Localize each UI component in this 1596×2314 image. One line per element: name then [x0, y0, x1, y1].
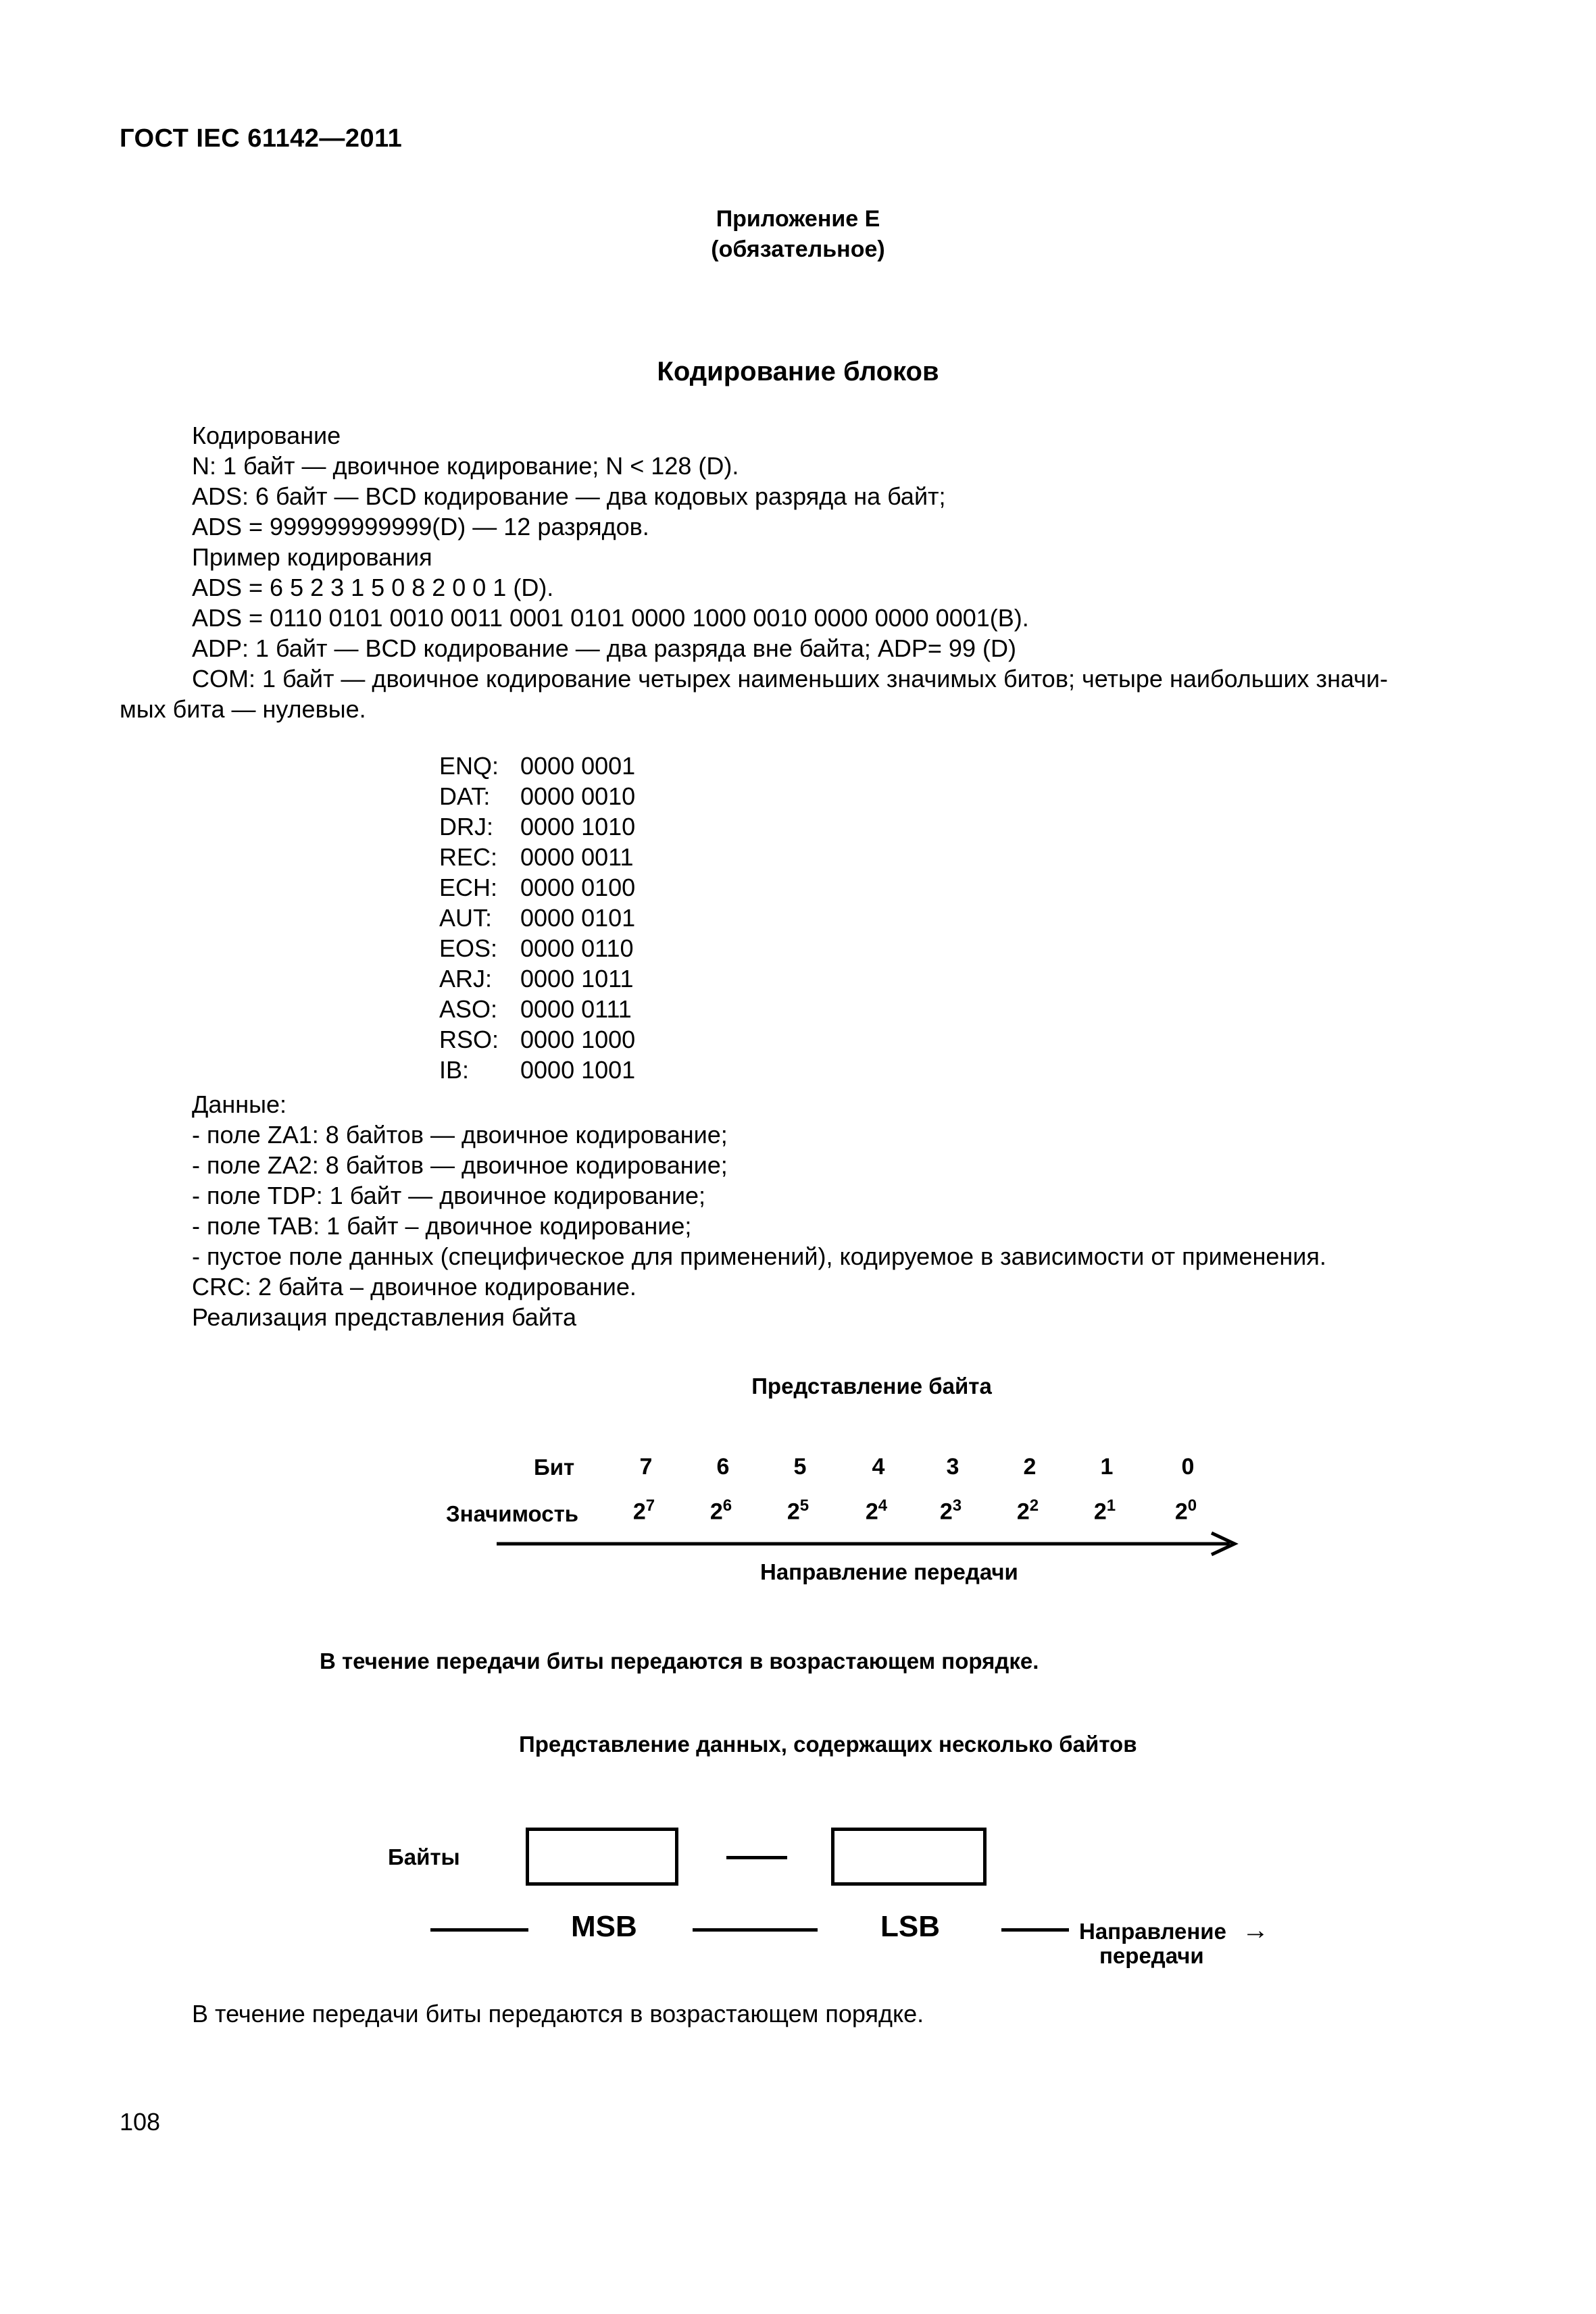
bit-weight: [1162, 1496, 1210, 1525]
code-value: 0000 0111: [520, 995, 632, 1023]
code-value: 0000 1010: [520, 813, 636, 840]
body-line: ADP: 1 байт — BCD кодирование — два разряда вне байта; ADP= 99 (D): [192, 634, 1016, 662]
power-exponent: 6: [722, 1496, 732, 1515]
bit-number: 1: [1100, 1454, 1114, 1480]
arrow-right-icon: →: [1242, 1915, 1270, 1945]
appendix-title: Приложение Е: [716, 206, 880, 232]
code-row: [439, 752, 723, 782]
code-name: ENQ:: [439, 752, 499, 780]
bytes-label: Байты: [388, 1844, 460, 1869]
power-base: 2: [1174, 1499, 1188, 1525]
code-name: IB:: [439, 1056, 470, 1084]
code-row: [439, 813, 723, 843]
code-value: 0000 0010: [520, 782, 636, 810]
code-name: ECH:: [439, 874, 498, 901]
byte-connector: [726, 1856, 787, 1859]
bit-number: 7: [639, 1454, 653, 1480]
data-line: - поле TAB: 1 байт – двоичное кодирование;: [192, 1212, 692, 1240]
direction-label-2: передачи: [1099, 1943, 1204, 1968]
command-codes-list: [439, 752, 723, 1086]
bit-number: 6: [716, 1454, 730, 1480]
bit-weight: [774, 1496, 822, 1525]
code-row: [439, 934, 723, 965]
page-number: 108: [120, 2108, 161, 2136]
code-row: [439, 965, 723, 995]
power-base: 2: [1016, 1499, 1030, 1525]
direction-label: Направление передачи: [760, 1559, 1018, 1584]
power-base: 2: [632, 1499, 646, 1525]
data-line: Реализация представления байта: [192, 1303, 577, 1331]
code-value: 0000 0001: [520, 752, 636, 780]
power-base: 2: [939, 1499, 953, 1525]
multibyte-diagram-title: Представление данных, содержащих несколько байтов: [519, 1732, 1137, 1757]
data-line: Данные:: [192, 1090, 287, 1118]
power-exponent: 5: [799, 1496, 809, 1515]
document-header: ГОСТ IEC 61142—2011: [120, 124, 403, 153]
bold-note: В течение передачи биты передаются в возрастающем порядке.: [320, 1649, 1039, 1674]
bit-weight: [927, 1496, 974, 1525]
code-row: [439, 843, 723, 874]
code-row: [439, 874, 723, 904]
com-line: COM: 1 байт — двоичное кодирование четырех наименьших значимых битов; четыре наибольших значи-: [192, 665, 1389, 693]
sequence-line: [430, 1928, 528, 1932]
data-line: - поле ZA1: 8 байтов — двоичное кодирование;: [192, 1121, 728, 1149]
power-base: 2: [1093, 1499, 1107, 1525]
code-value: 0000 1011: [520, 965, 634, 992]
power-exponent: 7: [645, 1496, 655, 1515]
body-line: ADS = 999999999999(D) — 12 разрядов.: [192, 513, 649, 540]
code-row: [439, 1056, 723, 1086]
significance-label: Значимость: [446, 1501, 579, 1526]
code-value: 0000 0100: [520, 874, 636, 901]
code-value: 0000 0011: [520, 843, 634, 871]
data-line: - пустое поле данных (специфическое для применений), кодируемое в зависимости от применения.: [192, 1242, 1326, 1270]
section-title: Кодирование блоков: [657, 357, 939, 386]
code-name: REC:: [439, 843, 498, 871]
bit-weight: [620, 1496, 668, 1525]
bit-number: 4: [872, 1454, 885, 1480]
code-row: [439, 1026, 723, 1056]
bit-weight: [1004, 1496, 1051, 1525]
bit-weight: [853, 1496, 900, 1525]
power-exponent: 0: [1187, 1496, 1197, 1515]
body-line: N: 1 байт — двоичное кодирование; N < 128 (D).: [192, 452, 739, 480]
appendix-status: (обязательное): [711, 236, 885, 262]
power-base: 2: [709, 1499, 723, 1525]
code-value: 0000 1001: [520, 1056, 636, 1084]
bit-number: 2: [1023, 1454, 1037, 1480]
plain-note: В течение передачи биты передаются в возрастающем порядке.: [192, 2000, 924, 2028]
body-line: Кодирование: [192, 422, 341, 449]
power-base: 2: [787, 1499, 800, 1525]
bit-number: 5: [793, 1454, 807, 1480]
body-line: ADS = 6 5 2 3 1 5 0 8 2 0 0 1 (D).: [192, 574, 554, 601]
body-line: ADS: 6 байт — BCD кодирование — два кодовых разряда на байт;: [192, 482, 946, 510]
direction-label-1: [1079, 1915, 1269, 1946]
data-line: - поле ZA2: 8 байтов — двоичное кодирование;: [192, 1151, 728, 1179]
code-name: ASO:: [439, 995, 498, 1023]
code-name: DRJ:: [439, 813, 493, 840]
code-name: AUT:: [439, 904, 493, 932]
code-name: EOS:: [439, 934, 498, 962]
body-line: Пример кодирования: [192, 543, 432, 571]
code-name: ARJ:: [439, 965, 493, 992]
lsb-label: LSB: [880, 1910, 940, 1943]
code-name: DAT:: [439, 782, 491, 810]
code-row: [439, 995, 723, 1026]
transmission-arrow: [497, 1530, 1240, 1557]
bit-weight: [697, 1496, 745, 1525]
bit-weight: [1081, 1496, 1128, 1525]
power-base: 2: [865, 1499, 878, 1525]
power-exponent: 3: [952, 1496, 962, 1515]
code-value: 0000 0110: [520, 934, 634, 962]
code-name: RSO:: [439, 1026, 499, 1053]
data-line: CRC: 2 байта – двоичное кодирование.: [192, 1273, 637, 1301]
msb-byte-box: [526, 1828, 678, 1886]
power-exponent: 1: [1106, 1496, 1116, 1515]
bit-number: 3: [946, 1454, 959, 1480]
code-value: 0000 0101: [520, 904, 636, 932]
power-exponent: 2: [1029, 1496, 1039, 1515]
power-exponent: 4: [878, 1496, 888, 1515]
code-row: [439, 782, 723, 813]
msb-label: MSB: [571, 1910, 637, 1943]
sequence-line: [693, 1928, 818, 1932]
byte-diagram-title: Представление байта: [751, 1374, 992, 1399]
direction-word: Направление: [1079, 1919, 1226, 1944]
lsb-byte-box: [831, 1828, 987, 1886]
data-line: - поле TDP: 1 байт — двоичное кодирование;: [192, 1182, 706, 1209]
code-row: [439, 904, 723, 934]
bit-number: 0: [1181, 1454, 1195, 1480]
body-line: ADS = 0110 0101 0010 0011 0001 0101 0000 1000 0010 0000 0000 0001(B).: [192, 604, 1029, 632]
sequence-line: [1001, 1928, 1069, 1932]
com-line-continued: мых бита — нулевые.: [120, 695, 366, 723]
bit-label: Бит: [534, 1455, 575, 1480]
code-value: 0000 1000: [520, 1026, 636, 1053]
